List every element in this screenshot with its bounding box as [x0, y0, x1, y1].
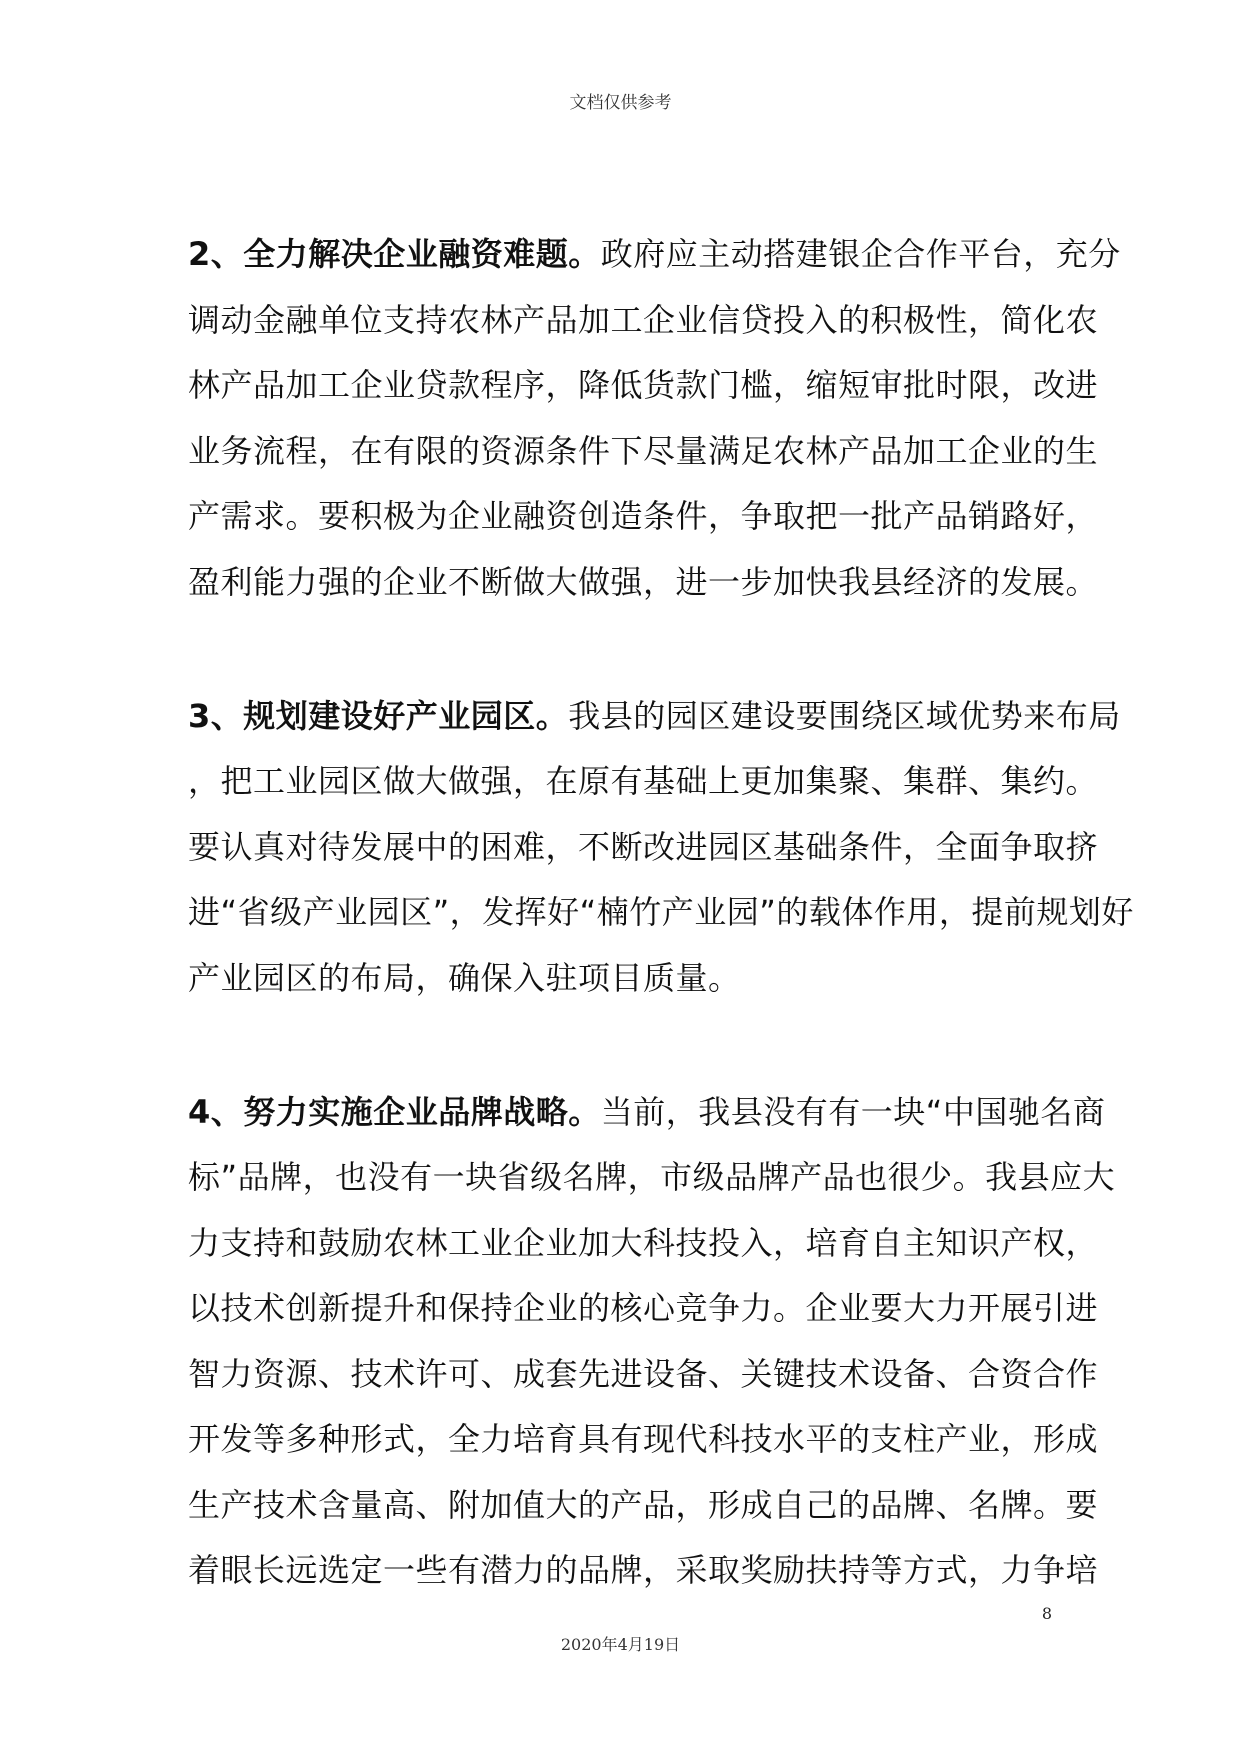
- paragraph-line: 林产品加工企业贷款程序，降低货款门槛，缩短审批时限，改进: [188, 366, 1099, 404]
- paragraph-line: 着眼长远选定一些有潜力的品牌，采取奖励扶持等方式，力争培: [188, 1551, 1099, 1589]
- paragraph-text: 政府应主动搭建银企合作平台，充分: [600, 235, 1121, 273]
- paragraph-line: 进“省级产业园区”，发挥好“楠竹产业园”的载体作用，提前规划好: [188, 893, 1134, 931]
- document-body: [188, 222, 1134, 1604]
- paragraph-line: 智力资源、技术许可、成套先进设备、关键技术设备、合资合作: [188, 1354, 1099, 1393]
- paragraph-line: 盈利能力强的企业不断做大做强，进一步加快我县经济的发展。: [188, 562, 1099, 601]
- paragraph-line: 要认真对待发展中的困难，不断改进园区基础条件，全面争取挤: [188, 827, 1099, 866]
- paragraph-line: 开发等多种形式，全力培育具有现代科技水平的支柱产业，形成: [188, 1420, 1099, 1458]
- paragraph-line: 标”品牌，也没有一块省级名牌，市级品牌产品也很少。我县应大: [188, 1158, 1116, 1196]
- footer-date: 2020年4月19日: [560, 1635, 681, 1654]
- section-heading: 3、规划建设好产业园区。: [188, 696, 569, 735]
- paragraph-line: [188, 222, 1121, 288]
- paragraph-line: [188, 684, 1121, 750]
- section-heading: 2、全力解决企业融资难题。: [188, 235, 601, 273]
- paragraph-line: 调动金融单位支持农林产品加工企业信贷投入的积极性，简化农: [188, 300, 1099, 339]
- paragraph-line: 以技术创新提升和保持企业的核心竞争力。企业要大力开展引进: [188, 1289, 1099, 1327]
- page-number: 8: [1041, 1604, 1052, 1623]
- paragraph-line: 业务流程，在有限的资源条件下尽量满足农林产品加工企业的生: [188, 431, 1099, 470]
- paragraph-line: ，把工业园区做大做强，在原有基础上更加集聚、集群、集约。: [188, 762, 1099, 800]
- paragraph-line: 产业园区的布局，确保入驻项目质量。: [188, 958, 741, 997]
- section-heading: 4、努力实施企业品牌战略。: [188, 1092, 601, 1131]
- paragraph-line: [188, 1080, 1106, 1146]
- paragraph-line: 生产技术含量高、附加值大的产品，形成自己的品牌、名牌。要: [188, 1485, 1099, 1524]
- paragraph-line: 力支持和鼓励农林工业企业加大科技投入，培育自主知识产权，: [188, 1223, 1099, 1262]
- paragraph-line: 产需求。要积极为企业融资创造条件，争取把一批产品销路好，: [188, 497, 1099, 535]
- paragraph-text: 当前，我县没有有一块“中国驰名商: [600, 1092, 1106, 1131]
- page-header: 文档仅供参考: [569, 93, 672, 113]
- paragraph-text: 我县的园区建设要围绕区域优势来布局: [568, 696, 1121, 735]
